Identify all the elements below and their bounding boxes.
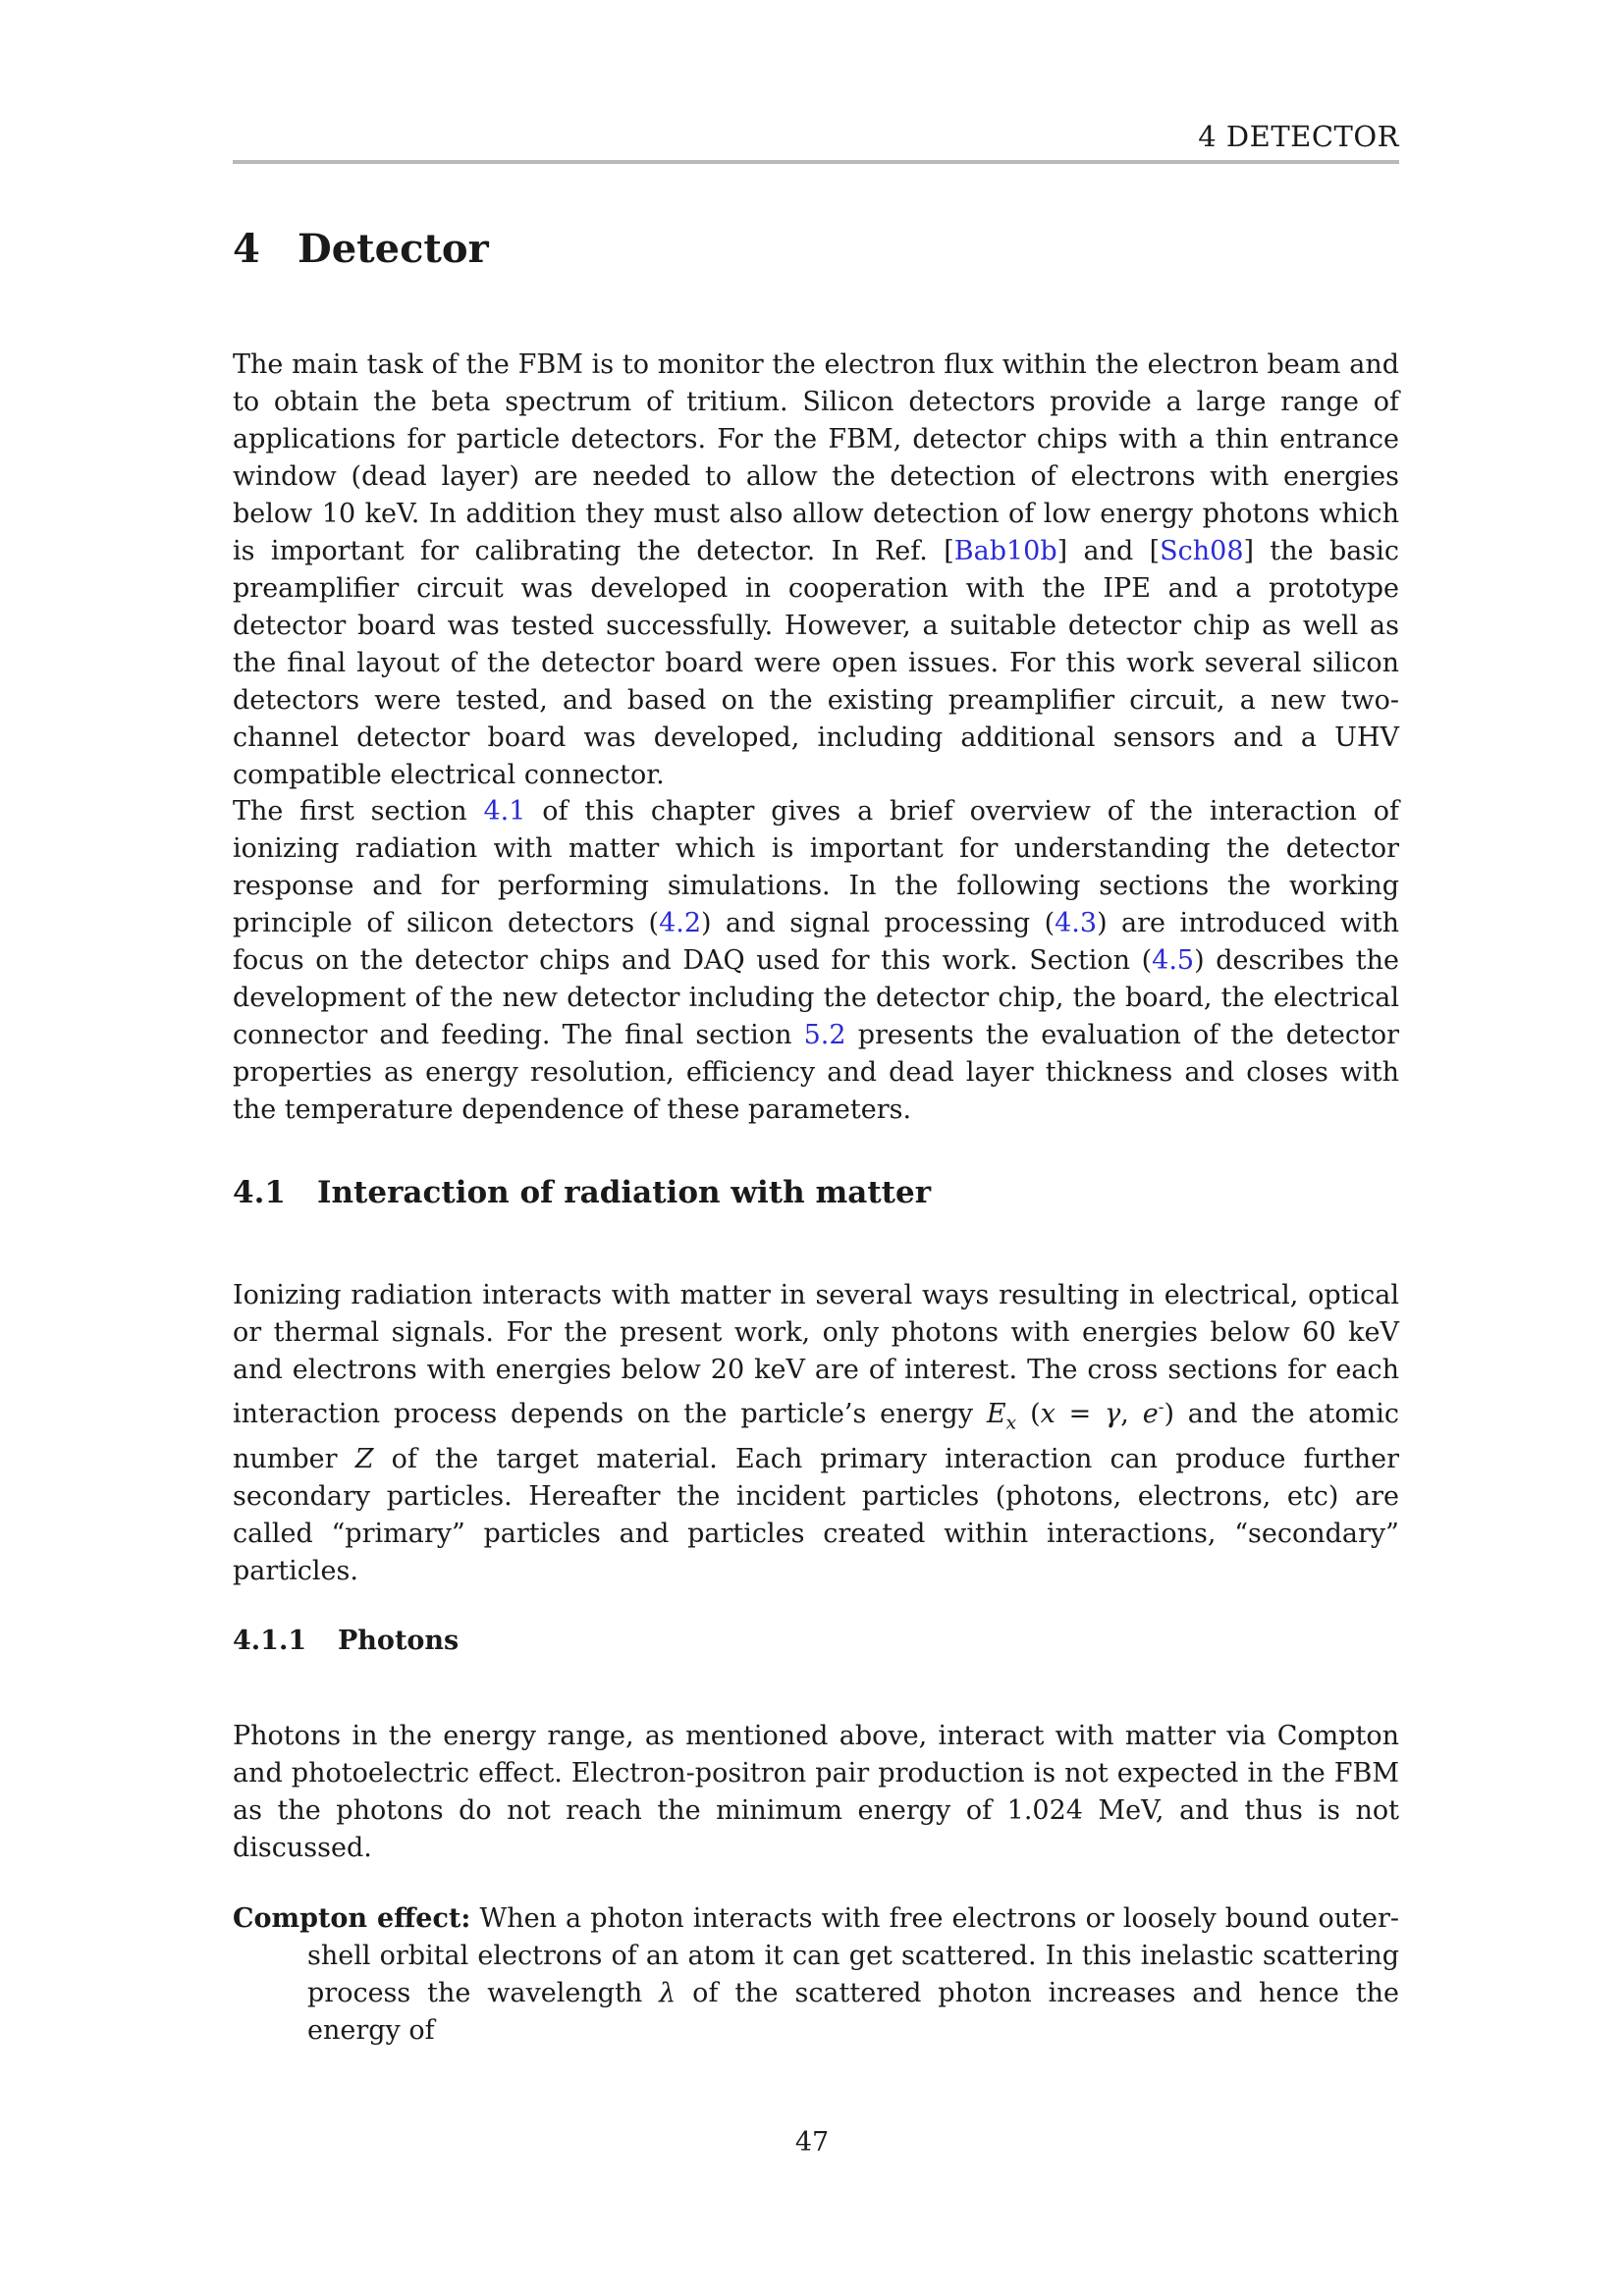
subsection-title: Photons [338, 1626, 460, 1656]
math-symbol: E [986, 1399, 1006, 1429]
section-heading [233, 1175, 931, 1210]
header-rule [233, 160, 1399, 164]
citation-link[interactable]: Sch08 [1160, 536, 1244, 566]
chapter-number: 4 [233, 226, 260, 272]
running-header: 4 DETECTOR [1198, 120, 1399, 153]
section-link[interactable]: 4.1 [483, 796, 526, 827]
intro-paragraph-2: The first section 4.1 of this chapter gives a brief overview of the interaction of ionizing radiation with matter which is important for understanding the detector response and for performing simulations. In the following sections the working principle of silicon detectors (4.2) and signal processing (4.3) are introduced with focus on the detector chips and DAQ used for this work. Section (4.5) describes the development of the new detector including the detector chip, the board, the electrical connector and feeding. The final section 5.2 presents the evaluation of the detector properties as energy resolution, efficiency and dead layer thickness and closes with the temperature dependence of these parameters. [233, 796, 1399, 1125]
section-link[interactable]: 4.5 [1152, 945, 1195, 976]
section-link[interactable]: 4.2 [659, 908, 702, 938]
section-link[interactable]: 4.3 [1055, 908, 1098, 938]
subsection-number: 4.1.1 [233, 1626, 307, 1656]
section-title: Interaction of radiation with matter [317, 1175, 932, 1210]
section-link[interactable]: 5.2 [803, 1020, 846, 1050]
subsection-heading [233, 1626, 459, 1656]
citation-link[interactable]: Bab10b [953, 536, 1057, 566]
compton-effect-item: Compton effect: When a photon interacts with free electrons or loosely bound outer-shell orbital electrons of an atom it can get scattered. In this inelastic scattering process the wavelength λ of the scattered photon increases and hence the energy of [233, 1903, 1399, 2046]
photons-paragraph: Photons in the energy range, as mentioned above, interact with matter via Compton and photoelectric effect. Electron-positron pair production is not expected in the FBM as the photons do not reach the minimum energy of 1.024 MeV, and thus is not discussed. [233, 1721, 1399, 1863]
section-number: 4.1 [233, 1175, 286, 1210]
page-number: 47 [794, 2127, 830, 2158]
compton-effect-term: Compton effect: [233, 1903, 471, 1934]
chapter-heading [233, 226, 489, 272]
chapter-title: Detector [298, 226, 489, 272]
intro-paragraph-1: The main task of the FBM is to monitor the electron flux within the electron beam and to obtain the beta spectrum of tritium. Silicon detectors provide a large range of applications for particle detectors. For the FBM, detector chips with a thin entrance window (dead layer) are needed to allow the detection of electrons with energies below 10 keV. In addition they must also allow detection of low energy photons which is important for calibrating the detector. In Ref. [Bab10b] and [Sch08] the basic preamplifier circuit was developed in cooperation with the IPE and a prototype detector board was tested successfully. However, a suitable detector chip as well as the final layout of the detector board were open issues. For this work several silicon detectors were tested, and based on the existing preamplifier circuit, a new two-channel detector board was developed, including additional sensors and a UHV compatible electrical connector. [233, 349, 1399, 790]
section-4-1-paragraph: Ionizing radiation interacts with matter in several ways resulting in electrical, optical or thermal signals. For the present work, only photons with energies below 60 keV and electrons with energies below 20 keV are of interest. The cross sections for each interaction process depends on the particle’s energy $E_x$ (x = γ, e-) and the atomic number Z of the target material. Each primary interaction can produce further secondary particles. Hereafter the incident particles (photons, electrons, etc) are called “primary” particles and particles created within interactions, “secondary” particles. [233, 1280, 1399, 1587]
